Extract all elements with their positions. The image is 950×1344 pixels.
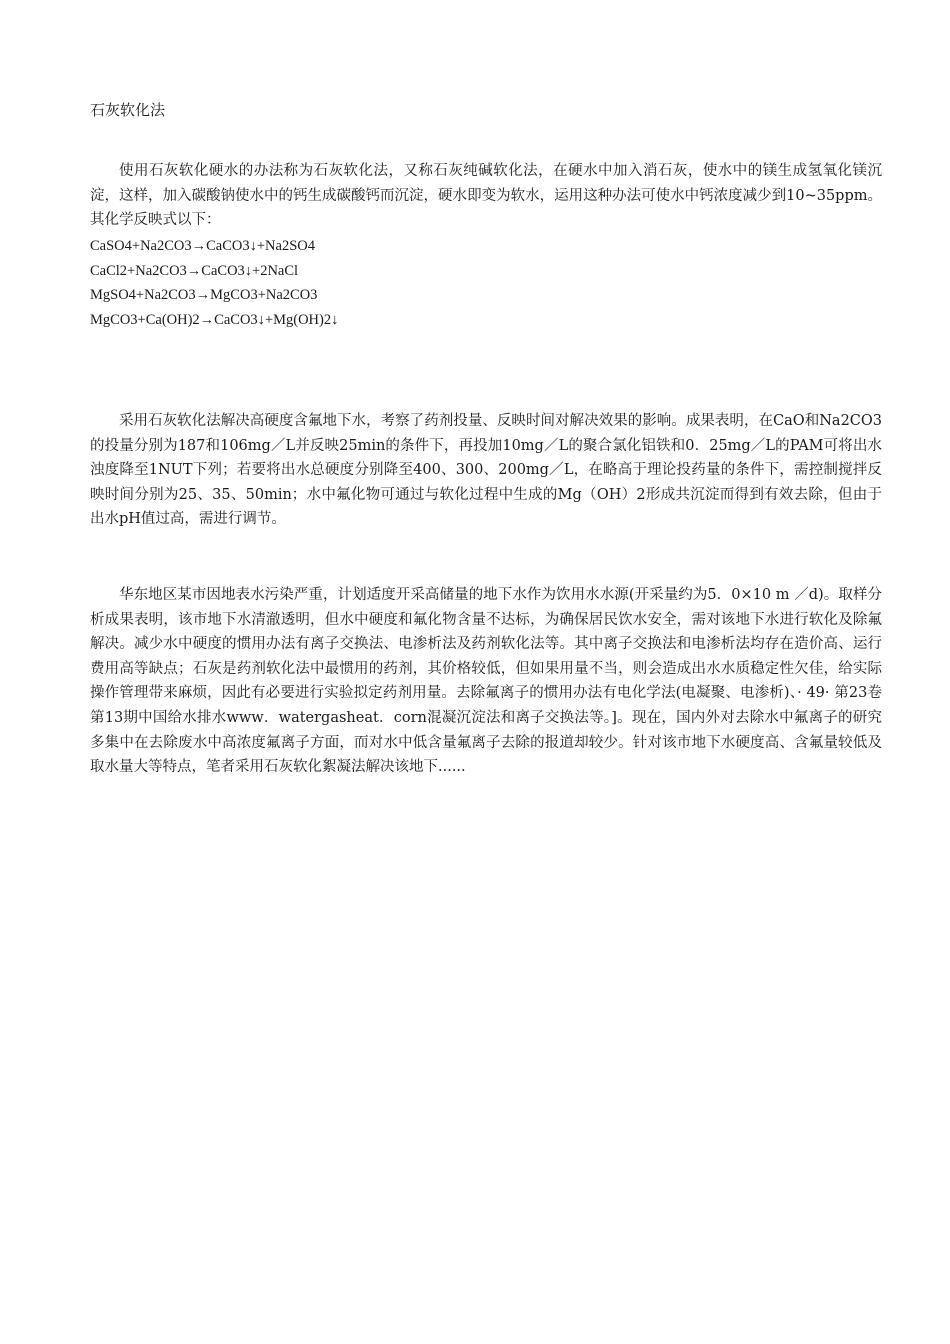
formula-line: MgSO4+Na2CO3→MgCO3+Na2CO3 — [90, 287, 318, 304]
formula-line: MgCO3+Ca(OH)2→CaCO3↓+Mg(OH)2↓ — [90, 311, 339, 328]
paragraph-background: 华东地区某市因地表水污染严重，计划适度开采高储量的地下水作为饮用水水源(开采量约为5．0×10 m ／d)。取样分析成果表明，该市地下水清澈透明，但水中硬度和氟化物含量不达标，为确保居民饮水安全，需对该地下水进行软化及除氟解决。减少水中硬度的惯用办法有离子交换法、电渗析法及药剂软化法等。其中离子交换法和电渗析法均存在造价高、运行费用高等缺点；石灰是药剂软化法中最惯用的药剂，其价格较低，但如果用量不当，则会造成出水水质稳定性欠佳，给实际操作管理带来麻烦，因此有必要进行实验拟定药剂用量。去除氟离子的惯用办法有电化学法(电凝聚、电渗析)、· 49· 第23卷第13期中国给水排水www．watergasheat．corn混凝沉淀法和离子交换法等。]。现在，国内外对去除水中氟离子的研究多集中在去除废水中高浓度氟离子方面，而对水中低含量氟离子去除的报道却较少。针对该市地下水硬度高、含氟量较低及取水量大等特点，笔者采用石灰软化絮凝法解决该地下...... — [90, 587, 882, 776]
paragraph-results: 采用石灰软化法解决高硬度含氟地下水，考察了药剂投量、反映时间对解决效果的影响。成果表明，在CaO和Na2CO3的投量分别为187和106mg／L并反映25min的条件下，再投加10mg／L的聚合氯化铝铁和0．25mg／L的PAM可将出水浊度降至1NUT下列；若要将出水总硬度分别降至400、300、200mg／L，在略高于理论投药量的条件下，需控制搅拌反映时间分别为25、35、50min；水中氟化物可通过与软化过程中生成的Mg（OH）2形成共沉淀而得到有效去除，但由于出水pH值过高，需进行调节。 — [90, 413, 882, 528]
formula-line: CaSO4+Na2CO3→CaCO3↓+Na2SO4 — [90, 238, 315, 254]
document-title: 石灰软化法 — [90, 101, 166, 119]
formula-line: CaCl2+Na2CO3→CaCO3↓+2NaCl — [90, 262, 299, 279]
formula-list — [90, 234, 338, 332]
paragraph-intro: 使用石灰软化硬水的办法称为石灰软化法，又称石灰纯碱软化法，在硬水中加入消石灰，使水中的镁生成氢氧化镁沉淀，这样，加入碳酸钠使水中的钙生成碳酸钙而沉淀，硬水即变为软水，运用这种办法可使水中钙浓度减少到10~35ppm。其化学反映式以下： — [90, 163, 882, 229]
